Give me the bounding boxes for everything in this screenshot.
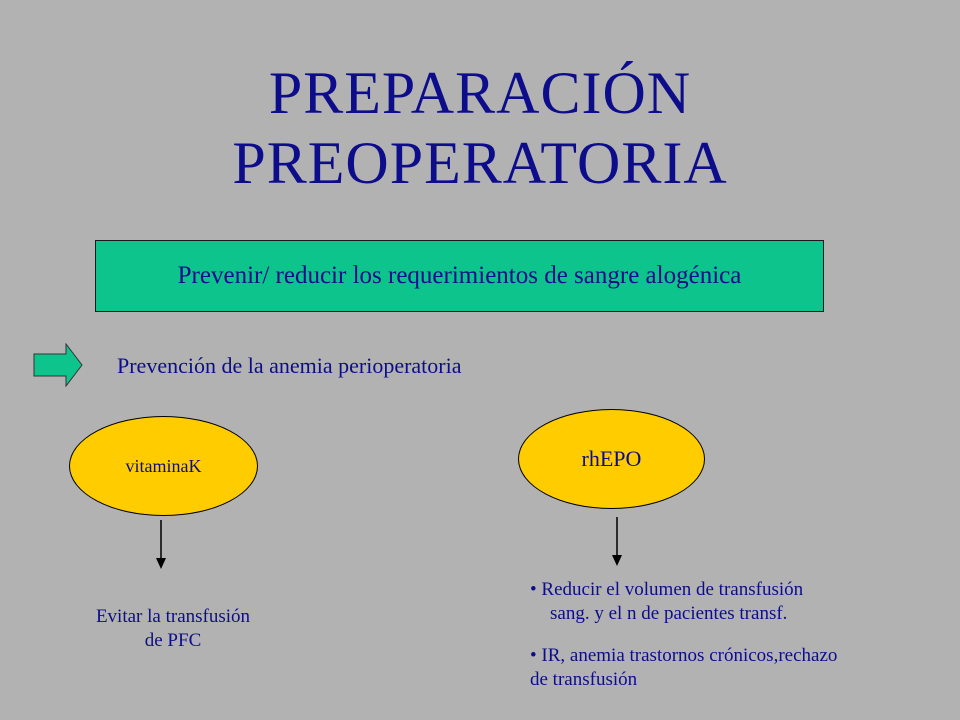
title-line-2: PREOPERATORIA: [232, 130, 728, 196]
vitamin-k-label: vitaminaK: [125, 455, 202, 476]
objective-banner: [95, 240, 824, 312]
rhepo-bullet-line-2: de transfusión: [530, 669, 638, 690]
slide-title: [0, 58, 960, 198]
rhepo-bullet-line-2: sang. y el n de pacientes transf.: [550, 603, 788, 624]
vitamin-k-outcome: [58, 605, 288, 653]
prevention-label: Prevención de la anemia perioperatoria: [117, 353, 462, 378]
vitamin-k-outcome-line-1: Evitar la transfusión: [95, 606, 251, 627]
title-line-1: PREPARACIÓN: [268, 60, 692, 126]
rhepo-bullet-line-1: • Reducir el volumen de transfusión: [530, 579, 804, 600]
rhepo-connector-arrow: [610, 517, 624, 567]
rhepo-bullet: [530, 644, 837, 692]
rhepo-label: rhEPO: [581, 446, 642, 471]
rhepo-bullet-line-1: • IR, anemia trastornos crónicos,rechazo: [530, 645, 838, 666]
objective-text: Prevenir/ reducir los requerimientos de sangre alogénica: [177, 262, 742, 289]
rhepo-bullet: [530, 578, 803, 626]
right-arrow-icon: [33, 343, 83, 387]
vitamin-k-connector-arrow: [154, 520, 168, 570]
rhepo-node: [518, 409, 705, 509]
vitamin-k-node: [69, 416, 258, 516]
vitamin-k-outcome-line-2: de PFC: [144, 630, 202, 651]
